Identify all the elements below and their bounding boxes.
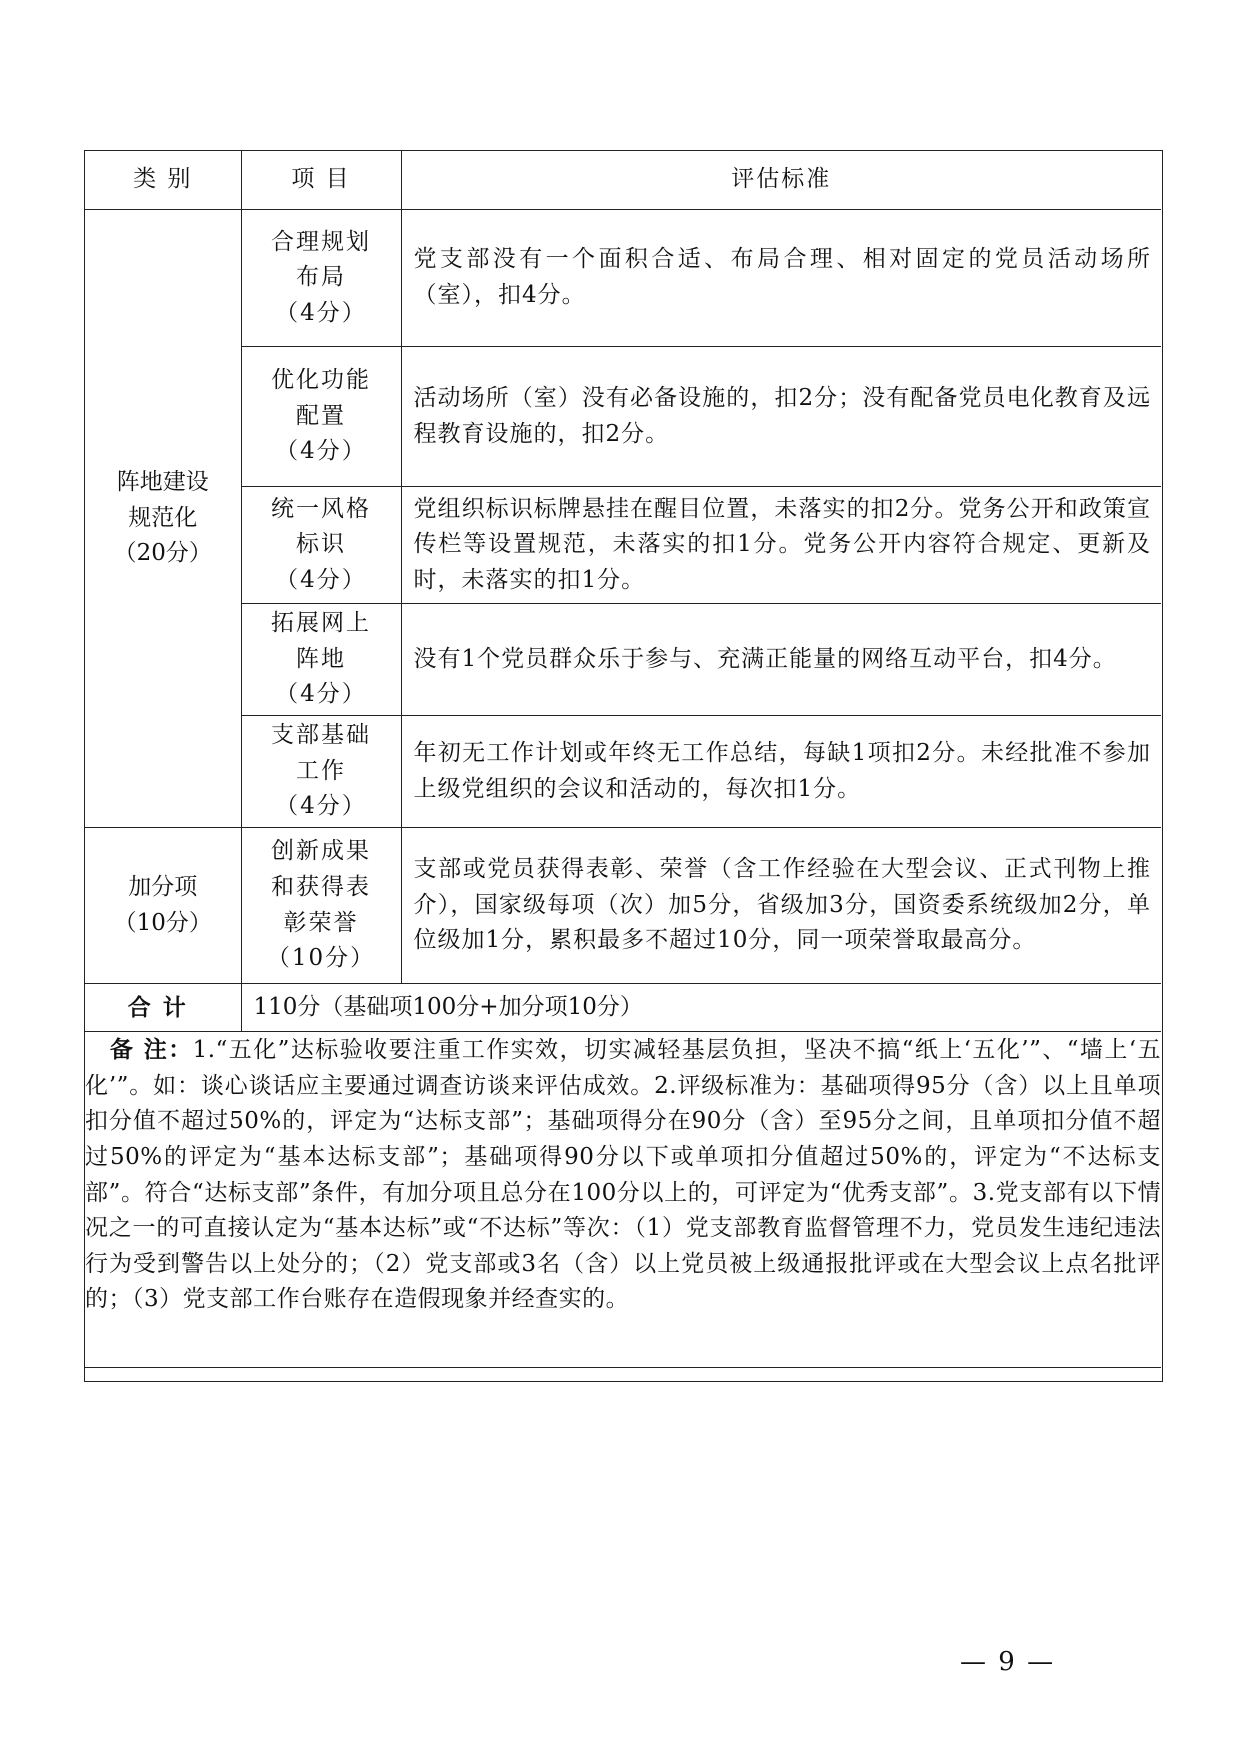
item-line: 彰荣誉 xyxy=(283,909,359,936)
item-line: 统一风格 xyxy=(271,495,371,522)
table-row xyxy=(85,716,1161,828)
criterion-cell: 支部或党员获得表彰、荣誉（含工作经验在大型会议、正式刊物上推介），国家级每项（次）加5分，省级加3分，国资委系统级加2分，单位级加1分，累积最多不超过10分，同一项荣誉取最高分。 xyxy=(401,828,1161,984)
item-line: （4分） xyxy=(275,566,367,593)
header-criterion: 评估标准 xyxy=(401,151,1161,210)
category-line: （10分） xyxy=(113,909,212,936)
table-row xyxy=(85,604,1161,716)
total-value: 110分（基础项100分+加分项10分） xyxy=(241,984,1161,1032)
item-line: （4分） xyxy=(275,793,367,820)
item-line: 和获得表 xyxy=(271,873,371,900)
item-line: 配置 xyxy=(296,402,346,429)
category-line: （20分） xyxy=(113,540,212,567)
item-line: 工作 xyxy=(296,757,346,784)
category-line: 阵地建设 xyxy=(116,469,209,496)
item-cell xyxy=(241,210,401,347)
item-line: 阵地 xyxy=(296,645,346,672)
item-cell xyxy=(241,716,401,828)
item-line: 布局 xyxy=(296,264,346,291)
header-item: 项 目 xyxy=(241,151,401,210)
total-label: 合计 xyxy=(85,984,241,1032)
note-label: 备 注： xyxy=(109,1036,193,1063)
item-line: 创新成果 xyxy=(271,838,371,865)
table-row xyxy=(85,210,1161,347)
page-number: — 9 — xyxy=(960,1647,1056,1677)
item-cell xyxy=(241,487,401,604)
note-text: 1.“五化”达标验收要注重工作实效，切实减轻基层负担，坚决不搞“纸上‘五化’”、“墙上‘五化’”。如：谈心谈话应主要通过调查访谈来评估成效。2.评级标准为：基础项得95分（含）以上且单项扣分值不超过50%的，评定为“达标支部”；基础项得分在90分（含）至95分之间，且单项扣分值不超过50%的评定为“基本达标支部”；基础项得90分以下或单项扣分值超过50%的，评定为“不达标支部”。符合“达标支部”条件，有加分项且总分在100分以上的，可评定为“优秀支部”。3.党支部有以下情况之一的可直接认定为“基本达标”或“不达标”等次：（1）党支部教育监督管理不力，党员发生违纪违法行为受到警告以上处分的；（2）党支部或3名（含）以上党员被上级通报批评或在大型会议上点名批评的；（3）党支部工作台账存在造假现象并经查实的。 xyxy=(85,1037,1161,1313)
criterion-cell: 活动场所（室）没有必备设施的，扣2分；没有配备党员电化教育及远程教育设施的，扣2分。 xyxy=(401,347,1161,487)
item-line: 合理规划 xyxy=(271,228,371,255)
note-row xyxy=(85,1032,1161,1368)
table-row xyxy=(85,828,1161,984)
criterion-cell: 党支部没有一个面积合适、布局合理、相对固定的党员活动场所（室），扣4分。 xyxy=(401,210,1161,347)
item-line: （4分） xyxy=(275,681,367,708)
evaluation-sheet xyxy=(84,150,1163,1382)
item-cell xyxy=(241,828,401,984)
category-cell xyxy=(85,828,241,984)
criterion-cell: 没有1个党员群众乐于参与、充满正能量的网络互动平台，扣4分。 xyxy=(401,604,1161,716)
evaluation-table xyxy=(85,151,1161,1368)
note-cell xyxy=(85,1032,1161,1368)
item-line: 标识 xyxy=(296,531,346,558)
item-line: （10分） xyxy=(266,945,376,972)
table-row xyxy=(85,347,1161,487)
item-line: 支部基础 xyxy=(271,722,371,749)
criterion-cell: 党组织标识标牌悬挂在醒目位置，未落实的扣2分。党务公开和政策宣传栏等设置规范，未落实的扣1分。党务公开内容符合规定、更新及时，未落实的扣1分。 xyxy=(401,487,1161,604)
item-line: 优化功能 xyxy=(271,367,371,394)
item-cell xyxy=(241,604,401,716)
item-line: 拓展网上 xyxy=(271,610,371,637)
item-line: （4分） xyxy=(275,438,367,465)
criterion-cell: 年初无工作计划或年终无工作总结，每缺1项扣2分。未经批准不参加上级党组织的会议和活动的，每次扣1分。 xyxy=(401,716,1161,828)
item-cell xyxy=(241,347,401,487)
item-line: （4分） xyxy=(275,299,367,326)
category-line: 规范化 xyxy=(128,504,198,531)
category-line: 加分项 xyxy=(128,873,198,900)
total-row xyxy=(85,984,1161,1032)
table-header-row xyxy=(85,151,1161,210)
table-row xyxy=(85,487,1161,604)
header-category: 类 别 xyxy=(85,151,241,210)
category-cell xyxy=(85,210,241,828)
